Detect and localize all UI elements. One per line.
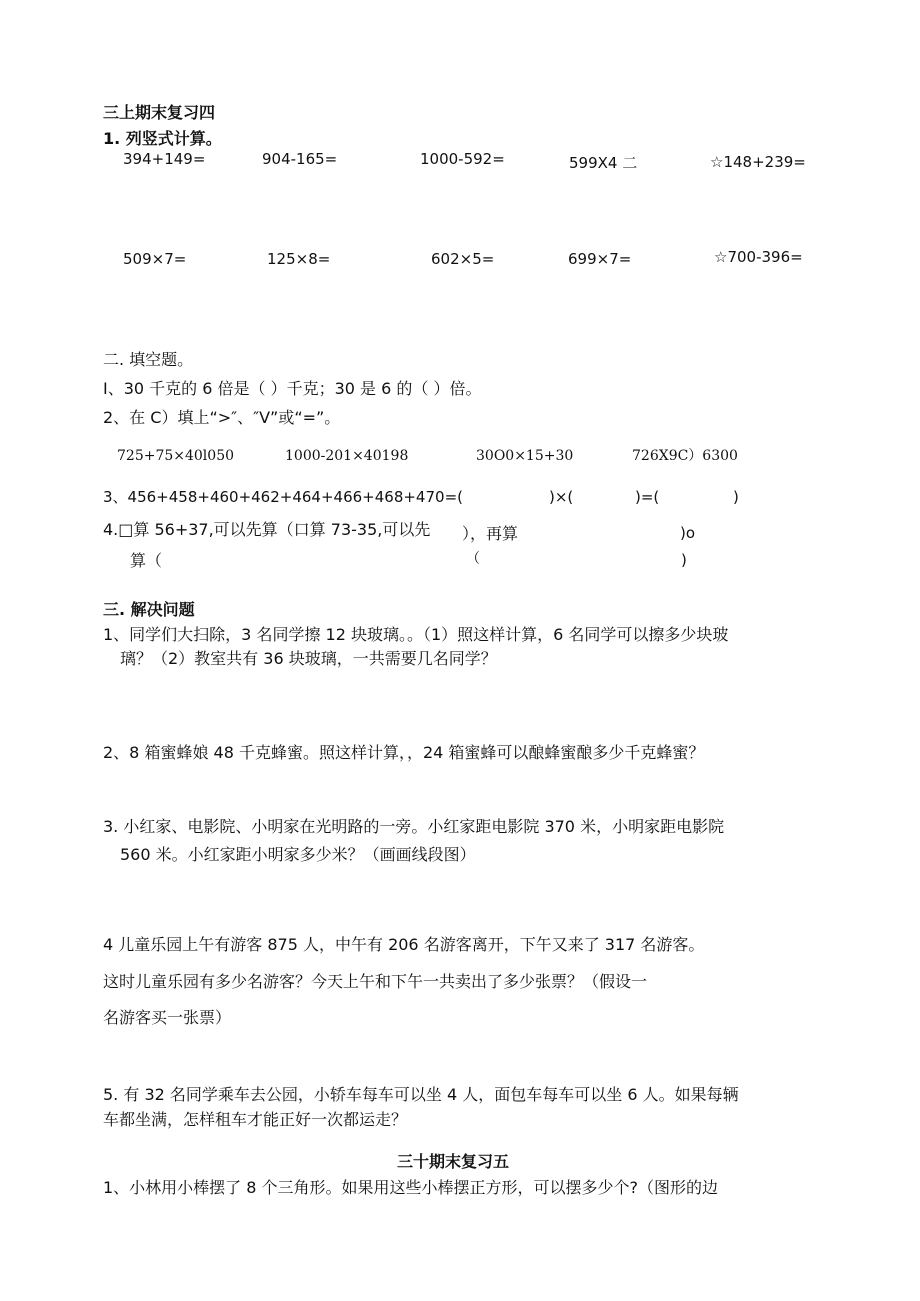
calc-problem: 1000-592= — [420, 150, 505, 168]
fill-item-4-then: ），再算 — [462, 524, 519, 543]
word-problem-5-line1: 5. 有 32 名同学乘车去公园，小轿车每车可以坐 4 人，面包车每车可以坐 6 人。如果每辆 — [103, 1085, 739, 1104]
word-problem-1: 1、小林用小棒摆了 8 个三角形。如果用这些小棒摆正方形，可以摆多少个?（图形的边 — [103, 1178, 719, 1197]
fill-item-4-paren: （ — [466, 551, 480, 567]
word-problem-5-line2: 车都坐满，怎样租车才能正好一次都运走？ — [103, 1110, 408, 1129]
calc-problem-starred: ☆148+239= — [710, 153, 806, 171]
word-problem-1-line1: 1、同学们大扫除，3 名同学擦 12 块玻璃。。（1）照这样计算，6 名同学可以擦多少块玻 — [103, 625, 729, 644]
fill-item-1: I、30 千克的 6 倍是（ ）千克；30 是 6 的（ ）倍。 — [103, 379, 482, 398]
calc-problem: 509×7= — [123, 250, 187, 268]
fill-item-3-equals: )=( — [635, 488, 660, 506]
calc-problem: 394+149= — [123, 150, 206, 168]
fill-item-3-close: ) — [733, 488, 739, 506]
calc-problem: 125×8= — [267, 250, 331, 268]
calc-problem: 699×7= — [568, 250, 632, 268]
calc-problem: 904-165= — [262, 150, 338, 168]
calc-problem: 602×5= — [431, 250, 495, 268]
word-problem-4-line3: 名游客买一张票） — [103, 1008, 232, 1027]
word-problem-2: 2、8 箱蜜蜂娘 48 千克蜂蜜。照这样计算，，24 箱蜜蜂可以酿蜂蜜酿多少千克蜂蜜？ — [103, 743, 705, 762]
fill-item-4-line2: 算（ — [130, 551, 163, 570]
fill-item-4-end: )o — [680, 524, 696, 542]
fill-item-4-paren-close: ) — [681, 551, 687, 569]
fill-item-2: 2、在 C）填上“>″、″V”或“=”。 — [103, 408, 341, 427]
question-3-heading: 三. 解决问题 — [103, 600, 195, 619]
compare-item: 726X9C）6300 — [632, 448, 738, 464]
compare-item: 1000-201×40198 — [285, 448, 409, 464]
fill-item-4-line1: 4.□算 56+37,可以先算（口算 73-35,可以先 — [103, 520, 431, 539]
calc-problem-starred: ☆700-396= — [714, 248, 803, 266]
compare-item: 725+75×40l050 — [117, 448, 235, 464]
word-problem-3-line2: 560 米。小红家距小明家多少米？（画画线段图） — [120, 845, 476, 864]
compare-item: 30O0×15+30 — [476, 448, 574, 464]
fill-item-3-times: )×( — [549, 488, 574, 506]
word-problem-3-line1: 3. 小红家、电影院、小明家在光明路的一旁。小红家距电影院 370 米，小明家距电影院 — [103, 817, 725, 836]
question-1-heading: 1. 列竖式计算。 — [103, 129, 222, 148]
word-problem-1-line2: 璃？（2）教室共有 36 块玻璃，一共需要几名同学？ — [120, 649, 497, 668]
fill-item-3-expression: 3、456+458+460+462+464+466+468+470=( — [103, 488, 463, 506]
calc-problem: 599X4 二 — [569, 154, 638, 172]
question-2-heading: 二. 填空题。 — [103, 350, 194, 369]
section-title: 三上期末复习四 — [103, 103, 216, 122]
word-problem-4-line1: 4 儿童乐园上午有游客 875 人，中午有 206 名游客离开，下午又来了 317 名游客。 — [103, 935, 705, 954]
word-problem-4-line2: 这时儿童乐园有多少名游客？今天上午和下午一共卖出了多少张票？（假设一 — [103, 972, 648, 991]
section-title: 三十期末复习五 — [397, 1152, 510, 1171]
